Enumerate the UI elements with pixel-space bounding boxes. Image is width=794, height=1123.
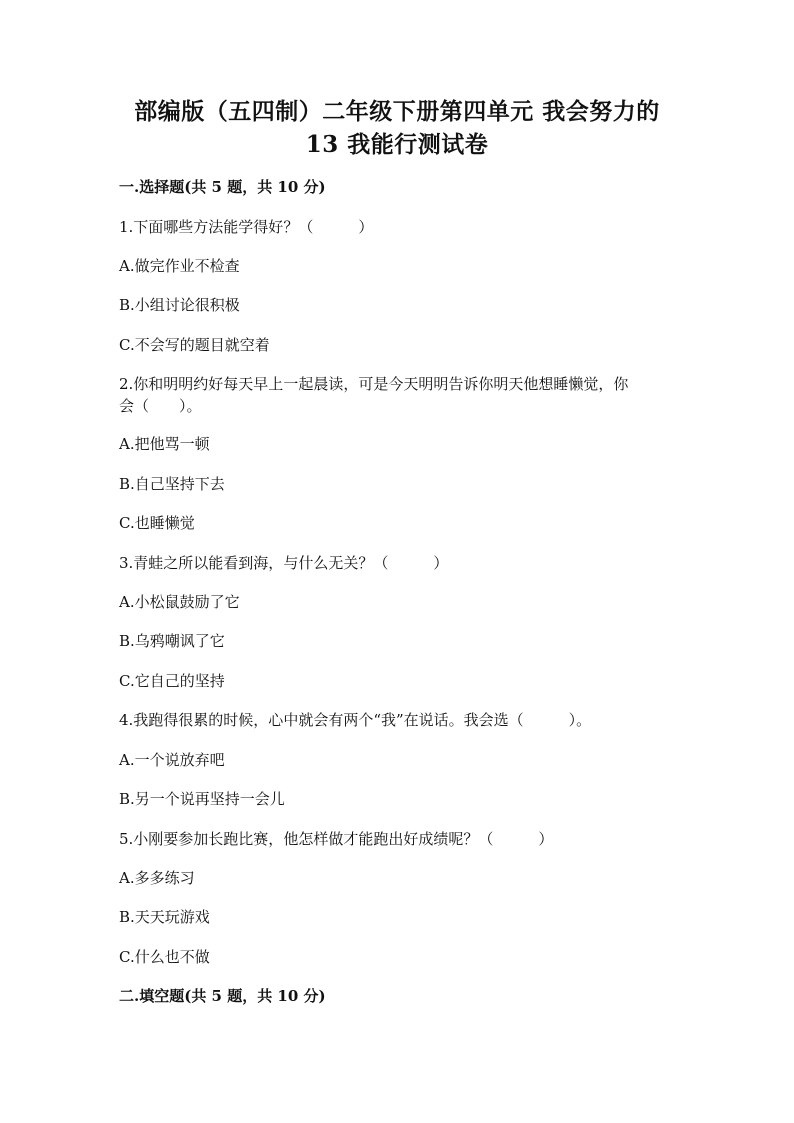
question-1-stem: 1.下面哪些方法能学得好？（ ） (119, 218, 374, 236)
question-3-option-c: C.它自己的坚持 (119, 672, 225, 690)
question-1-option-c: C.不会写的题目就空着 (119, 336, 270, 354)
question-5-stem: 5.小刚要参加长跑比赛，他怎样做才能跑出好成绩呢？（ ） (119, 830, 554, 848)
question-1-option-a: A.做完作业不检查 (119, 257, 240, 275)
page-title-line-2: 13 我能行测试卷 (305, 131, 489, 158)
question-3-option-a: A.小松鼠鼓励了它 (119, 593, 240, 611)
question-2-option-a: A.把他骂一顿 (119, 435, 210, 453)
question-2-stem-line-2: 会（ ）。 (119, 397, 202, 415)
question-4-stem: 4.我跑得很累的时候，心中就会有两个“我”在说话。我会选（ ）。 (119, 711, 592, 729)
question-2-option-c: C.也睡懒觉 (119, 514, 195, 532)
question-2-stem-line-1: 2.你和明明约好每天早上一起晨读，可是今天明明告诉你明天他想睡懒觉，你 (119, 375, 629, 393)
section-heading-fill-blank: 二.填空题(共 5 题，共 10 分) (119, 987, 326, 1005)
question-1-option-b: B.小组讨论很积极 (119, 296, 240, 314)
question-4-option-a: A.一个说放弃吧 (119, 751, 225, 769)
question-5-option-a: A.多多练习 (119, 869, 195, 887)
question-4-option-b: B.另一个说再坚持一会儿 (119, 790, 285, 808)
question-5-option-c: C.什么也不做 (119, 948, 210, 966)
question-3-stem: 3.青蛙之所以能看到海，与什么无关？（ ） (119, 554, 449, 572)
question-3-option-b: B.乌鸦嘲讽了它 (119, 632, 225, 650)
question-2-option-b: B.自己坚持下去 (119, 475, 225, 493)
page-title-line-1: 部编版（五四制）二年级下册第四单元 我会努力的 (134, 98, 660, 125)
question-5-option-b: B.天天玩游戏 (119, 908, 210, 926)
section-heading-choice: 一.选择题(共 5 题，共 10 分) (119, 178, 326, 196)
